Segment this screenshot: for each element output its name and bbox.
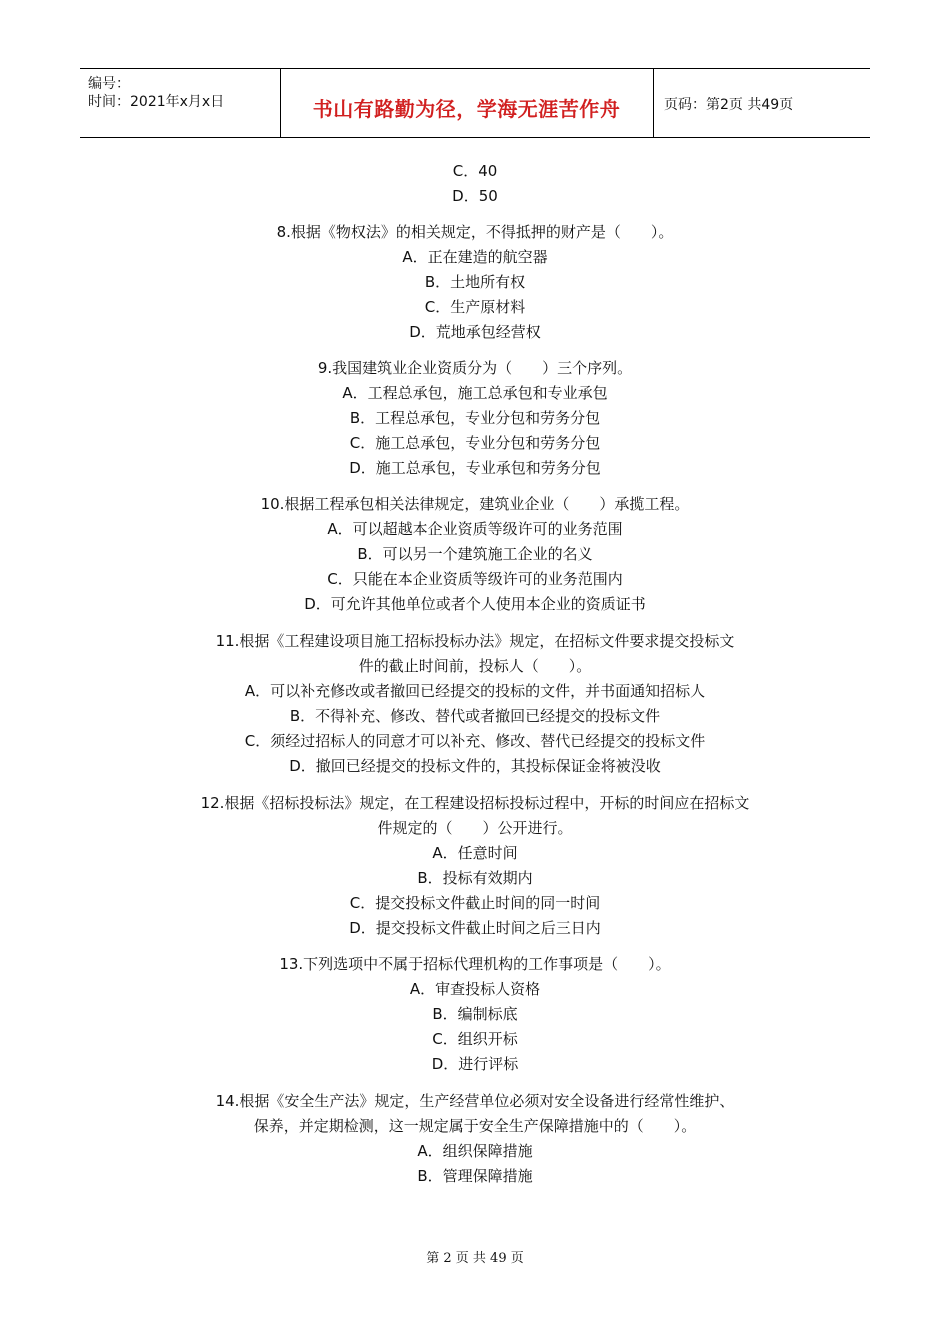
header-page-number: 页码：第2页 共49页 [664,97,794,113]
option-line: D．荒地承包经营权 [409,323,541,341]
option-line: A．审查投标人资格 [409,980,541,998]
option-line: B．土地所有权 [424,273,526,291]
header-page-cell [654,69,870,137]
option-line: A．任意时间 [432,844,518,862]
question-line: 9.我国建筑业企业资质分为（ ）三个序列。 [317,359,633,377]
option-line: C．提交投标文件截止时间的同一时间 [349,894,601,912]
option-line: D．撤回已经提交的投标文件的，其投标保证金将被没收 [289,757,661,775]
option-line: C．须经过招标人的同意才可以补充、修改、替代已经提交的投标文件 [244,732,706,750]
option-line: D．提交投标文件截止时间之后三日内 [349,919,601,937]
question-line: 12.根据《招标投标法》规定，在工程建设招标投标过程中，开标的时间应在招标文 [200,794,750,812]
question-line: 14.根据《安全生产法》规定，生产经营单位必须对安全设备进行经常性维护、 [215,1092,735,1110]
option-line: B．不得补充、修改、替代或者撤回已经提交的投标文件 [289,707,661,725]
option-line: A．可以超越本企业资质等级许可的业务范围 [327,520,623,538]
document-number-label: 编号： [88,76,130,92]
option-line: C．组织开标 [432,1030,518,1048]
option-line: A．组织保障措施 [417,1142,533,1160]
header-motto: 书山有路勤为径，学海无涯苦作舟 [312,97,621,121]
option-line: B．可以另一个建筑施工企业的名义 [357,545,593,563]
option-line: B．管理保障措施 [417,1167,533,1185]
option-line: D．进行评标 [431,1055,519,1073]
option-line: A．正在建造的航空器 [402,248,548,266]
option-line: D．50 [452,187,498,205]
question-line: 件的截止时间前，投标人（ ）。 [358,657,592,675]
option-line: A．可以补充修改或者撤回已经提交的投标的文件，并书面通知招标人 [244,682,706,700]
option-line: C．生产原材料 [424,298,526,316]
option-line: B．编制标底 [432,1005,518,1023]
question-line: 13.下列选项中不属于招标代理机构的工作事项是（ ）。 [279,955,671,973]
question-line: 11.根据《工程建设项目施工招标投标办法》规定，在招标文件要求提交投标文 [215,632,735,650]
document-time-label: 时间：2021年x月x日 [88,94,225,110]
option-line: D．施工总承包，专业承包和劳务分包 [349,459,601,477]
page-header [80,68,870,138]
header-info-cell [80,69,281,137]
option-line: B．投标有效期内 [417,869,533,887]
option-line: C．施工总承包，专业分包和劳务分包 [349,434,601,452]
question-line: 10.根据工程承包相关法律规定，建筑业企业（ ）承揽工程。 [260,495,690,513]
option-line: B．工程总承包，专业分包和劳务分包 [349,409,601,427]
question-line: 8.根据《物权法》的相关规定，不得抵押的财产是（ ）。 [276,223,674,241]
question-line: 件规定的（ ）公开进行。 [377,819,573,837]
option-line: D．可允许其他单位或者个人使用本企业的资质证书 [304,595,646,613]
option-line: A．工程总承包，施工总承包和专业承包 [342,384,608,402]
option-line: C．只能在本企业资质等级许可的业务范围内 [327,570,623,588]
header-motto-cell [280,69,654,137]
question-line: 保养，并定期检测，这一规定属于安全生产保障措施中的（ ）。 [253,1117,697,1135]
option-line: C．40 [452,162,498,180]
page-footer: 第 2 页 共 49 页 [426,1251,524,1266]
